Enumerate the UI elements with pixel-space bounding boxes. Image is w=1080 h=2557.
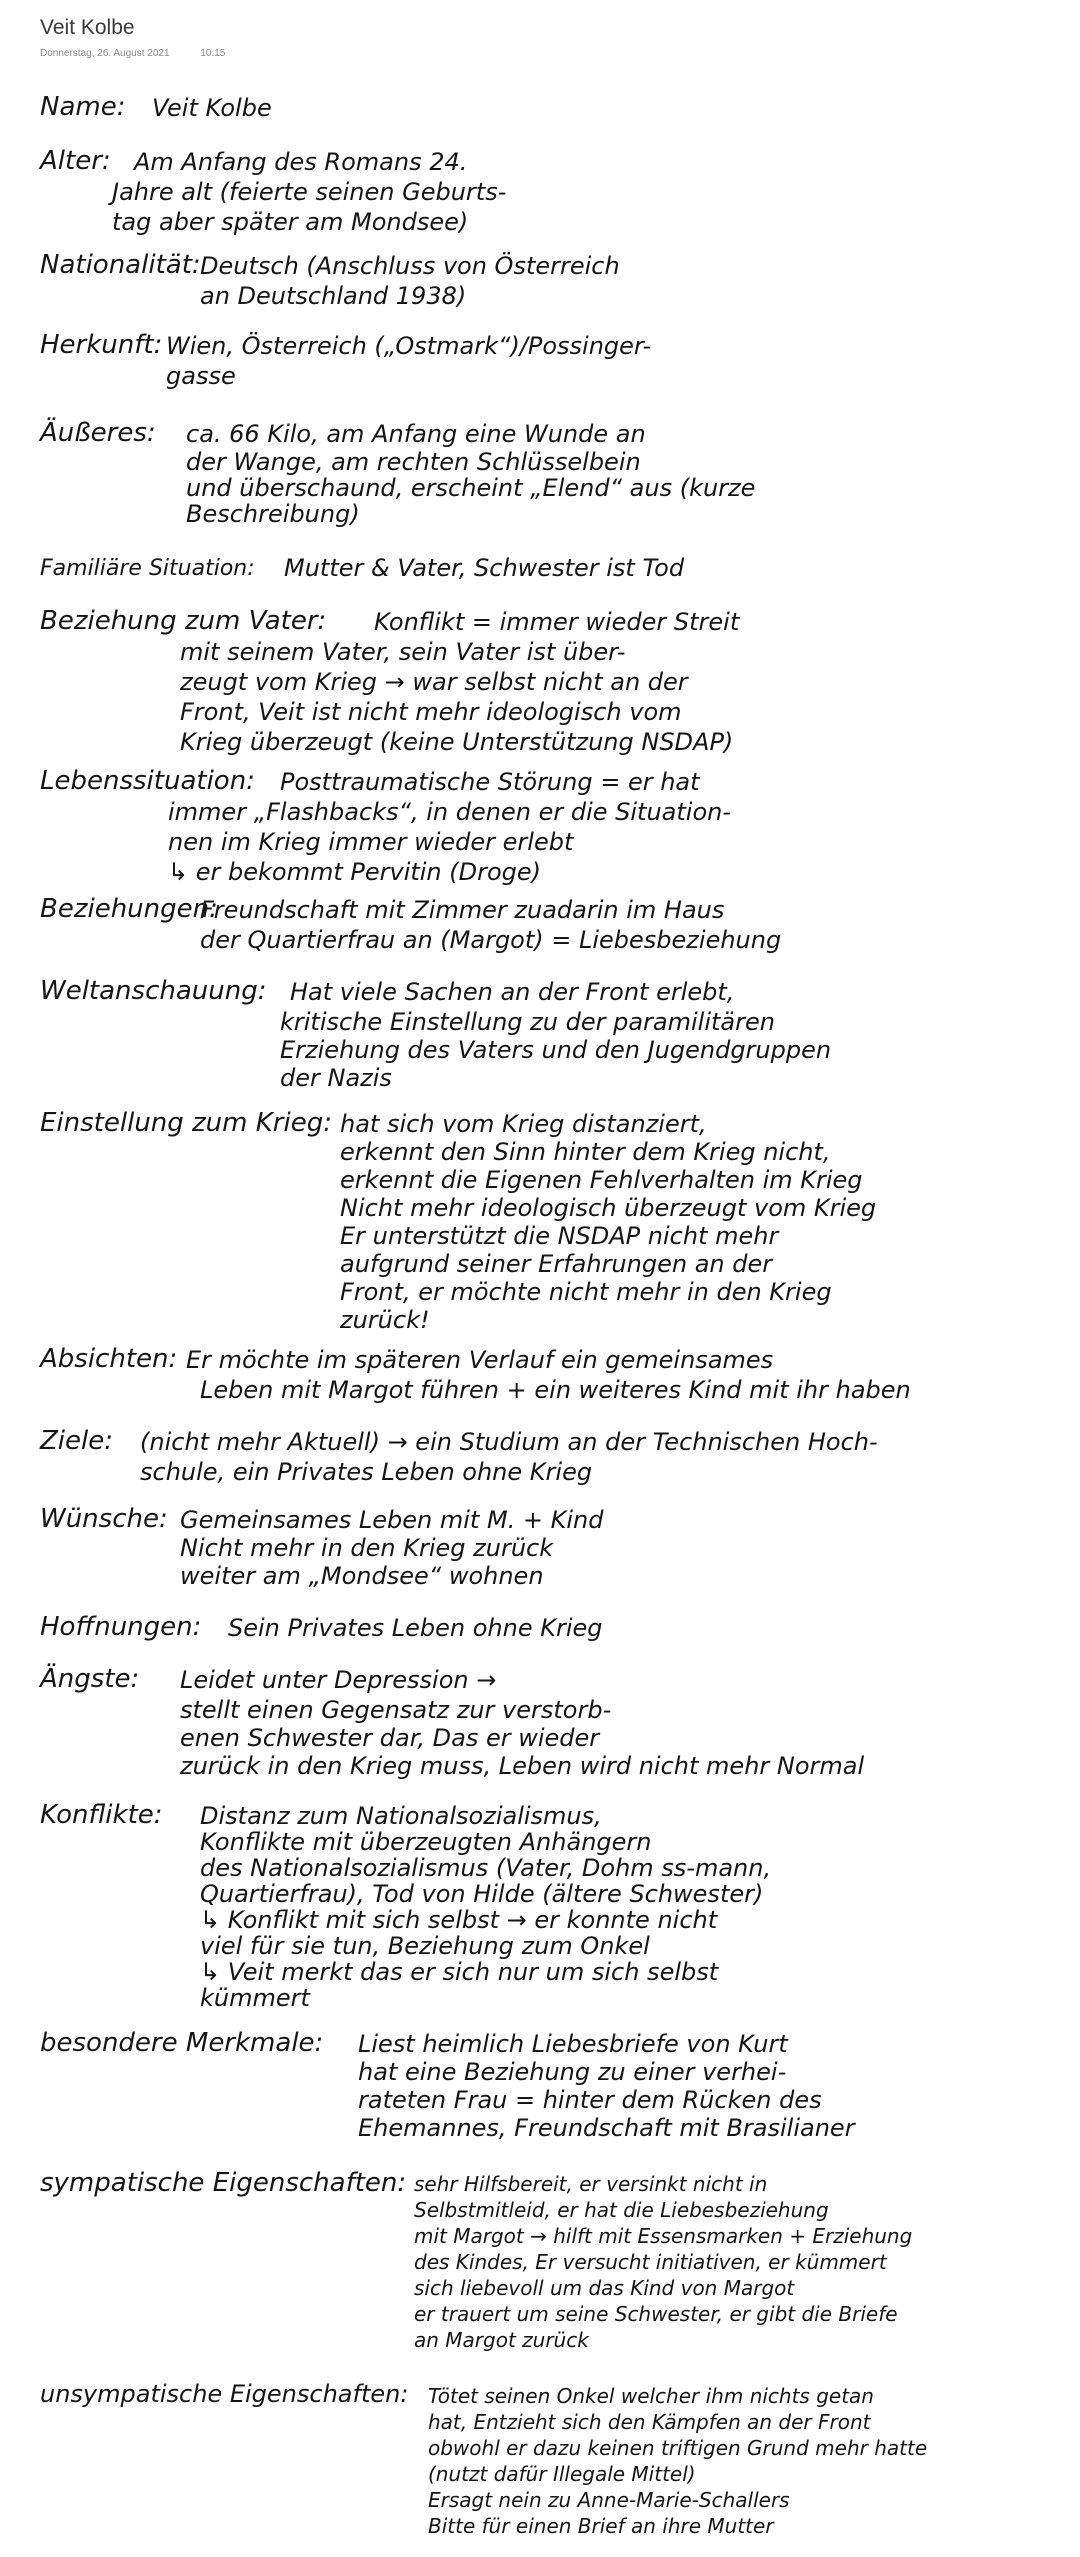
- section-line: an Margot zurück: [414, 2328, 589, 2352]
- section-line: weiter am „Mondsee“ wohnen: [180, 1562, 544, 1590]
- section-line: kümmert: [200, 1984, 310, 2012]
- section-line: Ehemannes, Freundschaft mit Brasilianer: [358, 2114, 855, 2142]
- section-line: Konflikt = immer wieder Streit: [374, 608, 740, 636]
- section-line: an Deutschland 1938): [200, 282, 467, 310]
- section-label: Lebenssituation:: [40, 766, 255, 796]
- section-line: (nicht mehr Aktuell) → ein Studium an der Technischen Hoch-: [140, 1428, 878, 1456]
- section-line: Wien, Österreich („Ostmark“)/Possinger-: [166, 332, 652, 360]
- section-line: Freundschaft mit Zimmer zuadarin im Haus: [200, 896, 725, 924]
- section-line: ↳ Veit merkt das er sich nur um sich selbst: [200, 1958, 719, 1986]
- section-label: Nationalität:: [40, 250, 201, 280]
- section-label: Wünsche:: [40, 1504, 168, 1534]
- section-line: erkennt den Sinn hinter dem Krieg nicht,: [340, 1138, 831, 1166]
- section-line: Quartierfrau), Tod von Hilde (ältere Schwester): [200, 1880, 764, 1908]
- section-label: Äußeres:: [40, 418, 156, 448]
- section-label: Herkunft:: [40, 330, 163, 360]
- section-line: mit seinem Vater, sein Vater ist über-: [180, 638, 626, 666]
- section-line: des Kindes, Er versucht initiativen, er kümmert: [414, 2250, 887, 2274]
- section-line: schule, ein Privates Leben ohne Krieg: [140, 1458, 593, 1486]
- note-time: 10:15: [200, 48, 226, 59]
- section-line: Front, er möchte nicht mehr in den Krieg: [340, 1278, 832, 1306]
- section-line: des Nationalsozialismus (Vater, Dohm ss-mann,: [200, 1854, 772, 1882]
- section-line: ↳ Konflikt mit sich selbst → er konnte nicht: [200, 1906, 718, 1934]
- section-line: Bitte für einen Brief an ihre Mutter: [428, 2514, 774, 2538]
- section-line: hat sich vom Krieg distanziert,: [340, 1110, 707, 1138]
- section-line: Posttraumatische Störung = er hat: [280, 768, 700, 796]
- section-line: der Nazis: [280, 1064, 392, 1092]
- section-label: Alter:: [40, 146, 111, 176]
- section-line: viel für sie tun, Beziehung zum Onkel: [200, 1932, 650, 1960]
- section-label: Beziehung zum Vater:: [40, 606, 327, 636]
- section-label: Ziele:: [40, 1426, 114, 1456]
- section-line: Veit Kolbe: [152, 94, 272, 122]
- section-line: Er möchte im späteren Verlauf ein gemeinsames: [186, 1346, 774, 1374]
- section-line: Erziehung des Vaters und den Jugendgruppen: [280, 1036, 832, 1064]
- section-line: nen im Krieg immer wieder erlebt: [168, 828, 574, 856]
- section-line: Tötet seinen Onkel welcher ihm nichts getan: [428, 2384, 874, 2408]
- note-date: Donnerstag, 26. August 2021: [40, 48, 170, 59]
- section-line: Beschreibung): [186, 500, 360, 528]
- section-label: Konflikte:: [40, 1800, 163, 1830]
- section-label: Weltanschauung:: [40, 976, 267, 1006]
- section-line: Krieg überzeugt (keine Unterstützung NSDAP): [180, 728, 734, 756]
- section-line: Front, Veit ist nicht mehr ideologisch vom: [180, 698, 682, 726]
- section-line: Mutter & Vater, Schwester ist Tod: [284, 554, 685, 582]
- section-line: der Wange, am rechten Schlüsselbein: [186, 448, 641, 476]
- section-line: Selbstmitleid, er hat die Liebesbeziehung: [414, 2198, 829, 2222]
- section-line: Konflikte mit überzeugten Anhängern: [200, 1828, 652, 1856]
- section-line: kritische Einstellung zu der paramilitären: [280, 1008, 775, 1036]
- section-label: Ängste:: [40, 1664, 140, 1694]
- section-line: ↳ er bekommt Pervitin (Droge): [168, 858, 542, 886]
- section-line: aufgrund seiner Erfahrungen an der: [340, 1250, 773, 1278]
- section-line: Ersagt nein zu Anne-Marie-Schallers: [428, 2488, 790, 2512]
- section-line: hat eine Beziehung zu einer verhei-: [358, 2058, 787, 2086]
- section-label: Hoffnungen:: [40, 1612, 202, 1642]
- section-line: Am Anfang des Romans 24.: [134, 148, 468, 176]
- section-line: und überschaund, erscheint „Elend“ aus (kurze: [186, 474, 756, 502]
- section-line: sich liebevoll um das Kind von Margot: [414, 2276, 795, 2300]
- section-label: Name:: [40, 92, 126, 122]
- section-line: Leben mit Margot führen + ein weiteres Kind mit ihr haben: [200, 1376, 911, 1404]
- section-line: Gemeinsames Leben mit M. + Kind: [180, 1506, 604, 1534]
- section-line: ca. 66 Kilo, am Anfang eine Wunde an: [186, 420, 646, 448]
- note-meta: [40, 48, 253, 59]
- section-line: Nicht mehr in den Krieg zurück: [180, 1534, 554, 1562]
- note-title: Veit Kolbe: [40, 16, 135, 39]
- section-line: tag aber später am Mondsee): [112, 208, 469, 236]
- section-line: Hat viele Sachen an der Front erlebt,: [290, 978, 735, 1006]
- section-line: erkennt die Eigenen Fehlverhalten im Krieg: [340, 1166, 863, 1194]
- section-line: rateten Frau = hinter dem Rücken des: [358, 2086, 822, 2114]
- section-line: Nicht mehr ideologisch überzeugt vom Krieg: [340, 1194, 877, 1222]
- section-line: hat, Entzieht sich den Kämpfen an der Front: [428, 2410, 871, 2434]
- section-line: obwohl er dazu keinen triftigen Grund mehr hatte: [428, 2436, 928, 2460]
- section-line: Er unterstützt die NSDAP nicht mehr: [340, 1222, 779, 1250]
- section-line: zurück in den Krieg muss, Leben wird nicht mehr Normal: [180, 1752, 865, 1780]
- section-line: zeugt vom Krieg → war selbst nicht an der: [180, 668, 688, 696]
- section-line: der Quartierfrau an (Margot) = Liebesbeziehung: [200, 926, 782, 954]
- section-line: immer „Flashbacks“, in denen er die Situation-: [168, 798, 731, 826]
- section-line: gasse: [166, 362, 236, 390]
- section-label: Einstellung zum Krieg:: [40, 1108, 332, 1138]
- section-line: er trauert um seine Schwester, er gibt die Briefe: [414, 2302, 898, 2326]
- section-label: Absichten:: [40, 1344, 178, 1374]
- section-label: Beziehungen:: [40, 894, 218, 924]
- section-label: Familiäre Situation:: [40, 556, 255, 581]
- section-line: Liest heimlich Liebesbriefe von Kurt: [358, 2030, 788, 2058]
- section-line: Jahre alt (feierte seinen Geburts-: [112, 178, 507, 206]
- section-line: (nutzt dafür Illegale Mittel): [428, 2462, 696, 2486]
- section-line: enen Schwester dar, Das er wieder: [180, 1724, 600, 1752]
- section-label: besondere Merkmale:: [40, 2028, 324, 2058]
- section-label: sympatische Eigenschaften:: [40, 2168, 407, 2198]
- section-line: Sein Privates Leben ohne Krieg: [228, 1614, 603, 1642]
- section-line: stellt einen Gegensatz zur verstorb-: [180, 1696, 612, 1724]
- section-line: Distanz zum Nationalsozialismus,: [200, 1802, 602, 1830]
- section-line: sehr Hilfsbereit, er versinkt nicht in: [414, 2172, 768, 2196]
- section-line: Deutsch (Anschluss von Österreich: [200, 252, 620, 280]
- section-label: unsympatische Eigenschaften:: [40, 2380, 409, 2408]
- section-line: mit Margot → hilft mit Essensmarken + Erziehung: [414, 2224, 913, 2248]
- section-line: zurück!: [340, 1306, 430, 1334]
- section-line: Leidet unter Depression →: [180, 1666, 497, 1694]
